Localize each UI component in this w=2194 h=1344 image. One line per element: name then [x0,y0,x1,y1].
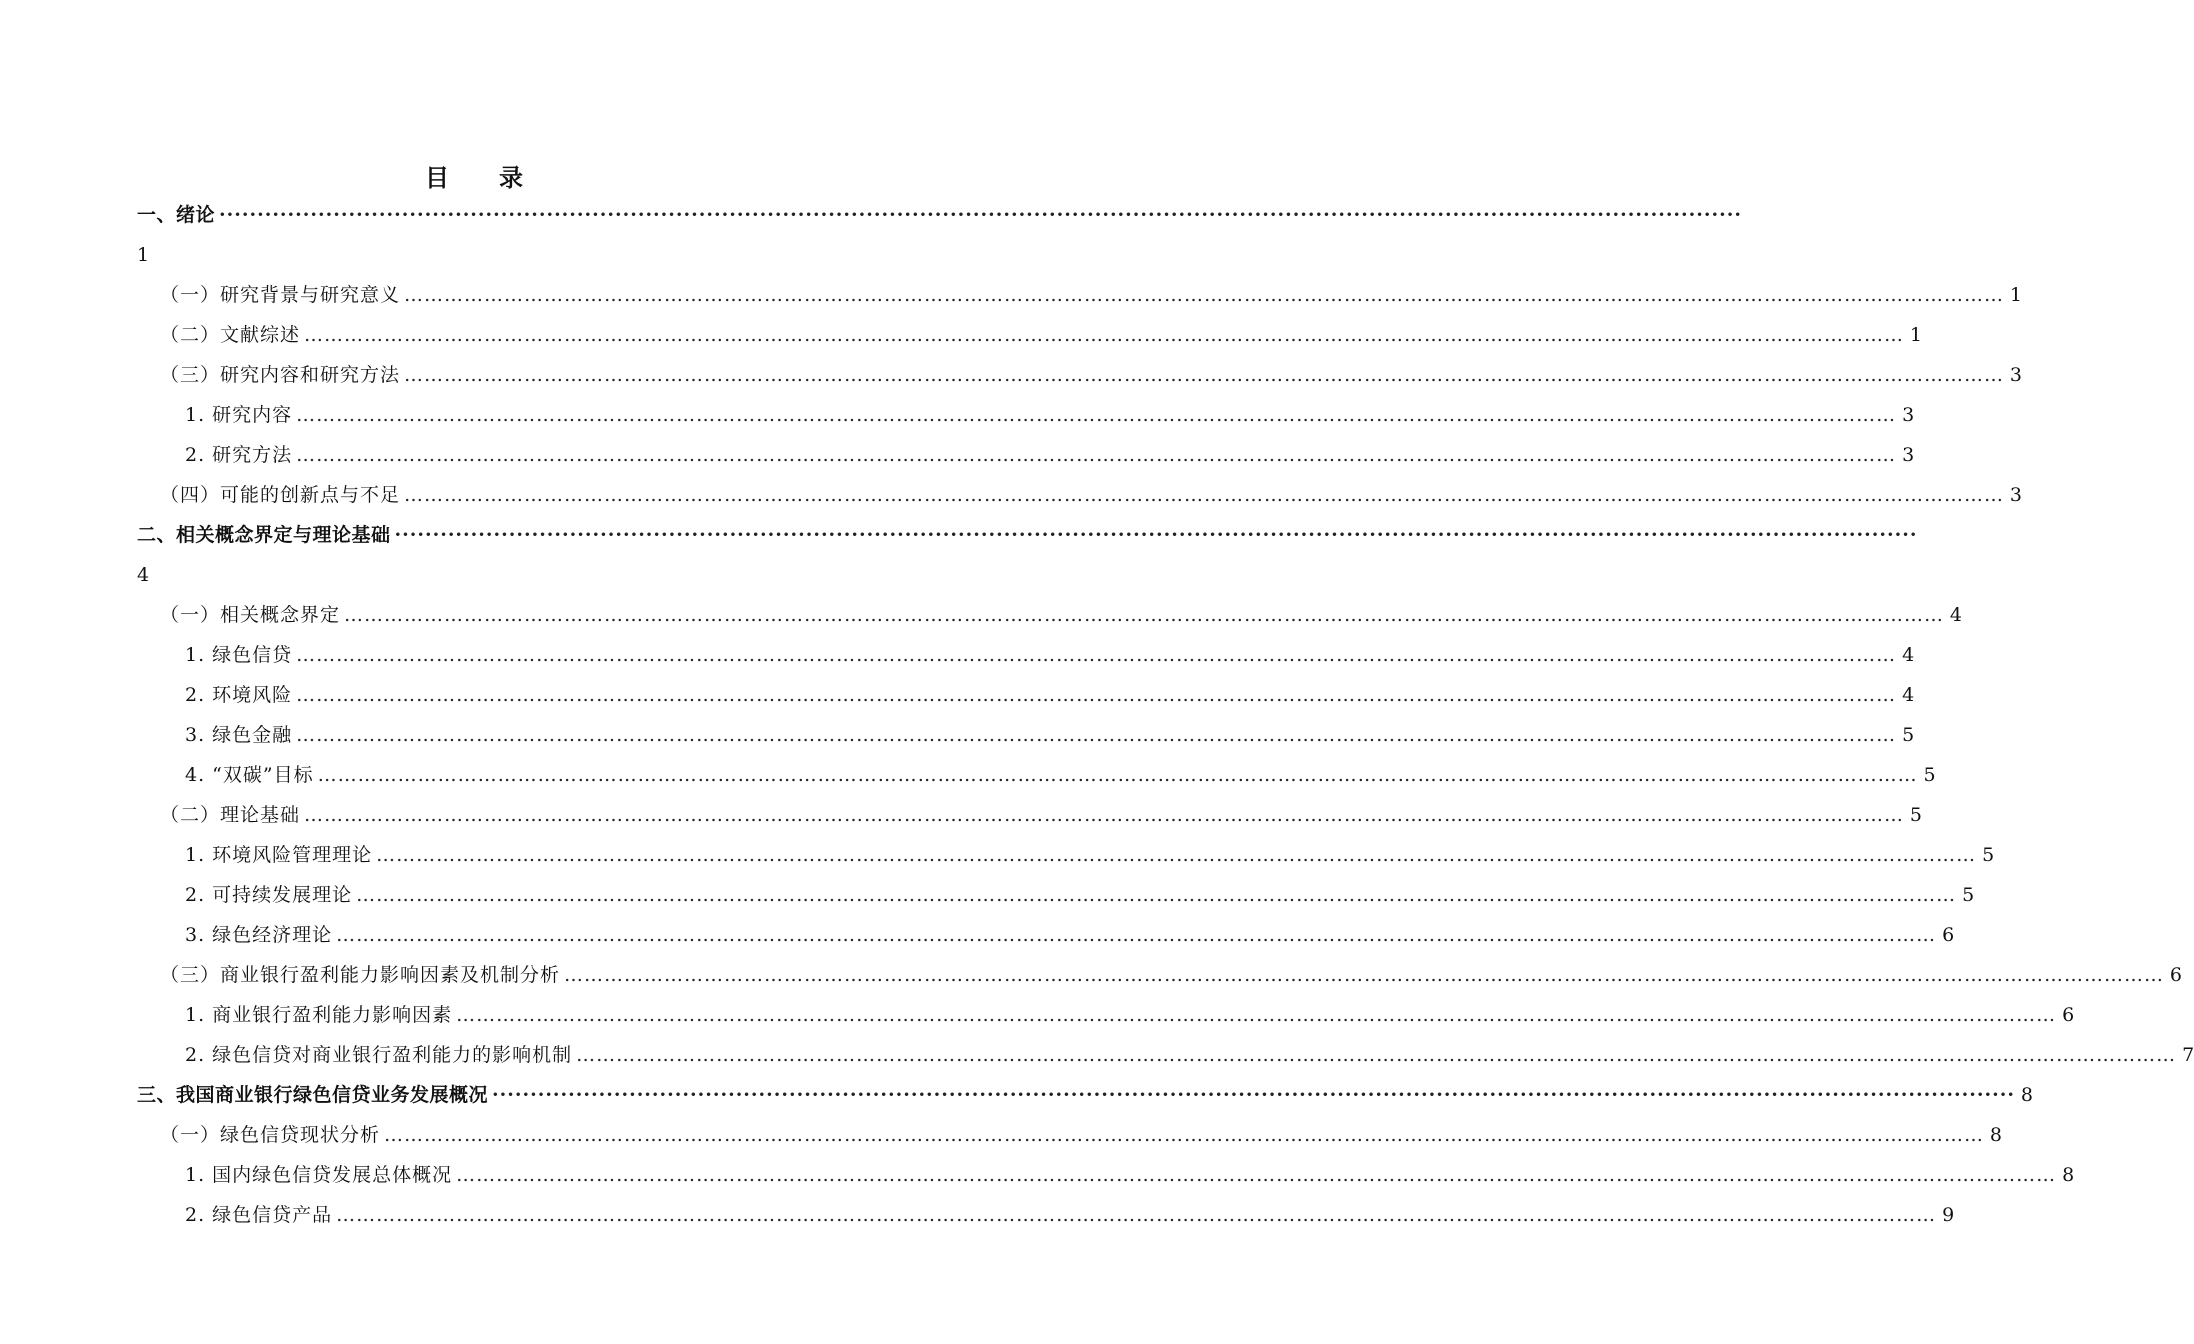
toc-title-char-2: 录 [499,164,525,192]
toc-entry[interactable] [160,955,2183,995]
toc-leader-dots: …………………………………………………………………………………………………………………………………………………………………………………………………………………… [404,364,2005,386]
toc-entry-page: 3 [2009,364,2023,386]
toc-title-char-1: 目 [425,164,451,192]
toc-leader-dots: …………………………………………………………………………………………………………………………………………………………………………………………………………………… [304,324,1905,346]
toc-entry-label: 2. 研究方法 [185,444,293,466]
toc-leader-dots: …………………………………………………………………………………………………………………………………………………………………………………………………………………… [296,724,1897,746]
toc-entry-label: 二、相关概念界定与理论基础 [137,524,391,546]
toc-leader-dots: …………………………………………………………………………………………………………………………………………………………………………………………………………………… [384,1124,1985,1146]
toc-entry[interactable] [185,755,1936,795]
toc-entry[interactable] [185,435,1915,475]
toc-leader-dots: …………………………………………………………………………………………………………………………………………………………………………………………………………………… [576,1044,2177,1066]
toc-entry-page: 6 [1942,924,1955,946]
toc-entry-page: 3 [2009,484,2023,506]
toc-entry[interactable] [137,195,1742,235]
toc-entry-label: 1. 绿色信贷 [185,644,293,666]
toc-leader-dots: …………………………………………………………………………………………………………………………………………………………………………………………………………………… [564,964,2165,986]
toc-entry[interactable] [185,395,1915,435]
toc-entry-label: 3. 绿色经济理论 [185,924,333,946]
toc-entry-label: 2. 可持续发展理论 [185,884,353,906]
toc-entry-page: 9 [1942,1204,1955,1226]
toc-entry[interactable] [160,355,2023,395]
toc-entry[interactable] [185,715,1915,755]
toc-entry-page: 5 [1902,724,1915,746]
toc-entry-label: 3. 绿色金融 [185,724,293,746]
toc-entry[interactable] [137,515,1918,555]
toc-entry-page: 5 [1923,764,1936,786]
toc-leader-dots: …………………………………………………………………………………………………………………………………………………………………………………………………………………… [304,804,1905,826]
toc-entry[interactable] [160,315,1923,355]
toc-entry-label: 2. 绿色信贷对商业银行盈利能力的影响机制 [185,1044,573,1066]
toc-entry-label: 1. 国内绿色信贷发展总体概况 [185,1164,453,1186]
toc-leader-dots: …………………………………………………………………………………………………………………………………………………………………………………………………………………… [296,644,1897,666]
toc-leader-dots: …………………………………………………………………………………………………………………………………………………………………………………………………………………… [344,604,1945,626]
toc-entry[interactable] [185,1195,1955,1235]
toc-entry-page: 4 [1902,644,1915,666]
toc-entry-label: （二）理论基础 [160,804,301,826]
toc-entry-page: 4 [137,564,150,586]
toc-entry-label: 三、我国商业银行绿色信贷业务发展概况 [137,1084,489,1106]
toc-leader-dots: …………………………………………………………………………………………………………………………………………………………………………………………………………………… [336,924,1937,946]
toc-entry-page: 7 [2182,1044,2194,1066]
toc-entry[interactable] [185,875,1975,915]
toc-leader-dots: ········································································································································································································ [219,204,1742,226]
toc-entry-page: 6 [2169,964,2183,986]
toc-entry-label: （四）可能的创新点与不足 [160,484,401,506]
toc-entry-label: 一、绪论 [137,204,216,226]
toc-entry-page: 6 [2062,1004,2075,1026]
toc-leader-dots: …………………………………………………………………………………………………………………………………………………………………………………………………………………… [376,844,1977,866]
toc-entry-page: 4 [1902,684,1915,706]
toc-leader-dots: ········································································································································································································ [394,524,1918,546]
toc-entry[interactable] [160,275,2023,315]
toc-entry-page: 4 [1949,604,1963,626]
toc-entry-label: （三）商业银行盈利能力影响因素及机制分析 [160,964,561,986]
toc-leader-dots: …………………………………………………………………………………………………………………………………………………………………………………………………………………… [336,1204,1937,1226]
toc-leader-dots: …………………………………………………………………………………………………………………………………………………………………………………………………………………… [296,444,1897,466]
toc-entry-label: 4. “双碳”目标 [185,764,314,786]
toc-entry-page: 1 [1909,324,1923,346]
toc-leader-dots: …………………………………………………………………………………………………………………………………………………………………………………………………………………… [317,764,1918,786]
toc-leader-dots: …………………………………………………………………………………………………………………………………………………………………………………………………………………… [296,404,1897,426]
toc-entry-label: 2. 环境风险 [185,684,293,706]
toc-entry[interactable] [185,995,2075,1035]
toc-entry-page: 1 [137,244,150,266]
toc-entry-label: （一）研究背景与研究意义 [160,284,401,306]
toc-entry[interactable] [185,1155,2075,1195]
toc-entry[interactable] [185,835,1995,875]
toc-leader-dots: …………………………………………………………………………………………………………………………………………………………………………………………………………………… [404,484,2005,506]
toc-entry-label: 1. 研究内容 [185,404,293,426]
toc-entry-label: （一）绿色信贷现状分析 [160,1124,381,1146]
toc-entry-label: 1. 环境风险管理理论 [185,844,373,866]
toc-entry-label: （二）文献综述 [160,324,301,346]
toc-entry[interactable] [185,635,1915,675]
toc-entry-page: 8 [2020,1084,2033,1106]
toc-entry-label: 2. 绿色信贷产品 [185,1204,333,1226]
toc-entry[interactable] [160,595,1963,635]
toc-entry-page: 5 [1962,884,1975,906]
toc-entry[interactable] [137,1075,2033,1115]
toc-entry-page: 8 [1989,1124,2003,1146]
toc-entry-label: （一）相关概念界定 [160,604,341,626]
toc-leader-dots: …………………………………………………………………………………………………………………………………………………………………………………………………………………… [296,684,1897,706]
toc-entry[interactable] [185,1035,2194,1075]
toc-entry-page: 3 [1902,444,1915,466]
toc-leader-dots: ········································································································································································································ [492,1084,2015,1106]
toc-entry-page: 1 [2009,284,2023,306]
toc-entry[interactable] [160,1115,2003,1155]
toc-leader-dots: …………………………………………………………………………………………………………………………………………………………………………………………………………………… [456,1164,2057,1186]
toc-entry-label: 1. 商业银行盈利能力影响因素 [185,1004,453,1026]
toc-entry[interactable] [185,675,1915,715]
toc-entry-page: 3 [1902,404,1915,426]
toc-entry[interactable] [160,475,2023,515]
toc-entry-page: 8 [2062,1164,2075,1186]
toc-entry-page: 5 [1982,844,1995,866]
toc-entry[interactable] [160,795,1923,835]
toc-leader-dots: …………………………………………………………………………………………………………………………………………………………………………………………………………………… [356,884,1957,906]
toc-entry[interactable] [185,915,1955,955]
toc-leader-dots: …………………………………………………………………………………………………………………………………………………………………………………………………………………… [404,284,2005,306]
toc-title [0,158,950,193]
toc-entry-label: （三）研究内容和研究方法 [160,364,401,386]
toc-entry-page: 5 [1909,804,1923,826]
toc-leader-dots: …………………………………………………………………………………………………………………………………………………………………………………………………………………… [456,1004,2057,1026]
